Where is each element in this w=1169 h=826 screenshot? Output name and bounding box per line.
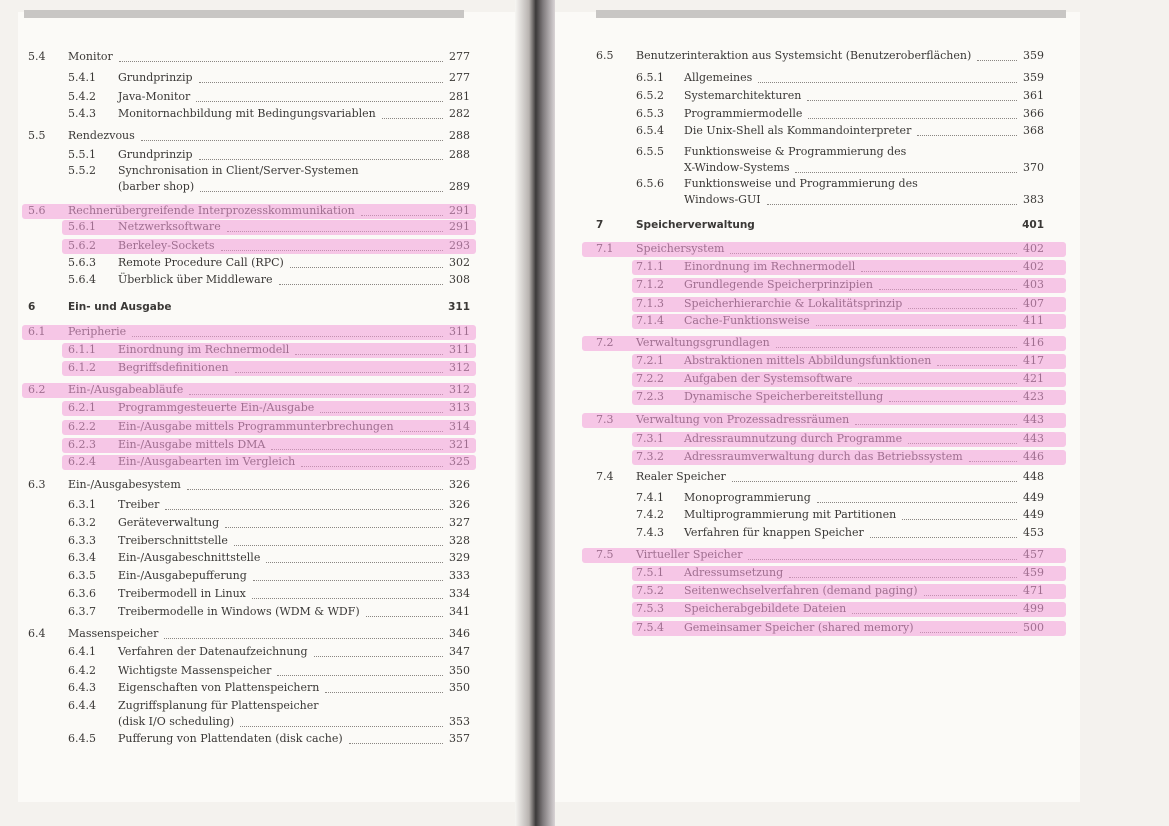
highlight-mark bbox=[632, 602, 1066, 617]
entry-number: 6.5.2 bbox=[636, 89, 664, 102]
toc-subsection-entry bbox=[28, 69, 470, 87]
entry-number: 6.5.5 bbox=[636, 145, 664, 158]
entry-page-number: 347 bbox=[449, 645, 470, 658]
highlight-mark bbox=[632, 372, 1066, 387]
leader-dots bbox=[240, 713, 443, 727]
toc-subsection-entry bbox=[28, 567, 470, 585]
toc-section-entry bbox=[596, 468, 1044, 486]
entry-number: 6.5.6 bbox=[636, 177, 664, 190]
entry-page-number: 282 bbox=[449, 107, 470, 120]
entry-number: 6.3.2 bbox=[68, 516, 96, 529]
entry-title: Überblick über Middleware bbox=[118, 273, 273, 286]
toc-subsection-entry bbox=[596, 489, 1044, 507]
entry-title: Allgemeines bbox=[684, 71, 753, 84]
entry-title: Pufferung von Plattendaten (disk cache) bbox=[118, 732, 343, 745]
entry-title: Monoprogrammierung bbox=[684, 491, 811, 504]
entry-title: Geräteverwaltung bbox=[118, 516, 220, 529]
entry-page-number: 346 bbox=[449, 627, 470, 640]
leader-dots bbox=[870, 524, 1017, 538]
highlight-mark bbox=[632, 566, 1066, 581]
highlight-mark bbox=[632, 432, 1066, 447]
entry-title: Verfahren für knappen Speicher bbox=[684, 526, 864, 539]
highlight-mark bbox=[632, 314, 1066, 329]
entry-number: 6.3 bbox=[28, 478, 46, 491]
entry-number: 7.4.1 bbox=[636, 491, 664, 504]
entry-number: 7 bbox=[596, 219, 604, 231]
leader-dots bbox=[382, 105, 443, 119]
entry-page-number: 311 bbox=[448, 301, 470, 313]
highlight-mark bbox=[62, 343, 476, 358]
entry-number: 5.5.1 bbox=[68, 148, 96, 161]
entry-number: 6.3.1 bbox=[68, 498, 96, 511]
entry-page-number: 357 bbox=[449, 732, 470, 745]
highlight-mark bbox=[62, 455, 476, 470]
book-gutter bbox=[515, 0, 555, 826]
highlight-mark bbox=[62, 420, 476, 435]
highlight-mark bbox=[632, 584, 1066, 599]
toc-subsection-entry bbox=[28, 162, 470, 196]
entry-page-number: 368 bbox=[1023, 124, 1044, 137]
entry-title: Remote Procedure Call (RPC) bbox=[118, 256, 284, 269]
leader-dots bbox=[119, 48, 443, 62]
toc-subsection-entry bbox=[28, 549, 470, 567]
entry-page-number: 341 bbox=[449, 605, 470, 618]
entry-page-number: 350 bbox=[449, 681, 470, 694]
toc-section-entry bbox=[28, 625, 470, 643]
leader-dots bbox=[200, 178, 443, 192]
entry-title-continued: Windows-GUI bbox=[684, 193, 761, 206]
toc-subsection-entry bbox=[596, 143, 1044, 177]
entry-title-continued: (barber shop) bbox=[118, 180, 195, 193]
highlight-mark bbox=[632, 278, 1066, 293]
leader-dots bbox=[902, 506, 1017, 520]
leader-dots bbox=[977, 47, 1017, 61]
entry-page-number: 327 bbox=[449, 516, 470, 529]
entry-page-number: 401 bbox=[1022, 219, 1044, 231]
entry-number: 7.4.3 bbox=[636, 526, 664, 539]
toc-subsection-entry bbox=[28, 254, 470, 272]
entry-title: Rendezvous bbox=[68, 129, 135, 142]
leader-dots bbox=[199, 69, 443, 83]
leader-dots bbox=[279, 271, 443, 285]
entry-number: 6.4.1 bbox=[68, 645, 96, 658]
toc-subsection-entry bbox=[28, 514, 470, 532]
entry-title: Treibermodell in Linux bbox=[118, 587, 246, 600]
toc-subsection-entry bbox=[596, 524, 1044, 542]
toc-subsection-entry bbox=[28, 105, 470, 123]
leader-dots bbox=[817, 489, 1017, 503]
entry-title: Ein-/Ausgabepufferung bbox=[118, 569, 247, 582]
highlight-mark bbox=[62, 438, 476, 453]
toc-subsection-entry bbox=[596, 175, 1044, 209]
leader-dots bbox=[225, 514, 443, 528]
entry-page-number: 281 bbox=[449, 90, 470, 103]
entry-number: 6.5.1 bbox=[636, 71, 664, 84]
entry-page-number: 448 bbox=[1023, 470, 1044, 483]
leader-dots bbox=[164, 625, 443, 639]
leader-dots bbox=[767, 191, 1017, 205]
leader-dots bbox=[325, 679, 443, 693]
highlight-mark bbox=[22, 204, 476, 219]
entry-page-number: 334 bbox=[449, 587, 470, 600]
highlight-mark bbox=[582, 548, 1066, 563]
entry-number: 7.4.2 bbox=[636, 508, 664, 521]
entry-page-number: 277 bbox=[449, 50, 470, 63]
toc-subsection-entry bbox=[596, 506, 1044, 524]
entry-title: Treiberschnittstelle bbox=[118, 534, 228, 547]
entry-number: 6.4.5 bbox=[68, 732, 96, 745]
entry-title: Die Unix-Shell als Kommandointerpreter bbox=[684, 124, 912, 137]
leader-dots bbox=[917, 122, 1017, 136]
entry-title: Programmiermodelle bbox=[684, 107, 803, 120]
entry-number: 6.5.3 bbox=[636, 107, 664, 120]
highlight-mark bbox=[632, 297, 1066, 312]
entry-number: 6.4.4 bbox=[68, 699, 96, 712]
entry-number: 5.5 bbox=[28, 129, 46, 142]
entry-number: 7.4 bbox=[596, 470, 614, 483]
entry-page-number: 329 bbox=[449, 551, 470, 564]
leader-dots bbox=[266, 549, 443, 563]
highlight-mark bbox=[62, 361, 476, 376]
entry-page-number: 288 bbox=[449, 148, 470, 161]
entry-number: 5.5.2 bbox=[68, 164, 96, 177]
entry-number: 6.4.2 bbox=[68, 664, 96, 677]
toc-subsection-entry bbox=[596, 105, 1044, 123]
leader-dots bbox=[199, 146, 443, 160]
toc-chapter-entry bbox=[596, 216, 1044, 234]
leader-dots bbox=[277, 662, 443, 676]
entry-title: Wichtigste Massenspeicher bbox=[118, 664, 272, 677]
leader-dots bbox=[349, 730, 443, 744]
top-edge-band-left bbox=[24, 10, 464, 18]
entry-number: 5.4.1 bbox=[68, 71, 96, 84]
entry-number: 5.4.3 bbox=[68, 107, 96, 120]
highlight-mark bbox=[582, 242, 1066, 257]
highlight-mark bbox=[632, 390, 1066, 405]
leader-dots bbox=[196, 88, 443, 102]
toc-subsection-entry bbox=[28, 271, 470, 289]
leader-dots bbox=[252, 585, 443, 599]
entry-number: 6.3.6 bbox=[68, 587, 96, 600]
entry-page-number: 326 bbox=[449, 498, 470, 511]
leader-dots bbox=[234, 532, 443, 546]
highlight-mark bbox=[582, 413, 1066, 428]
leader-dots bbox=[808, 105, 1017, 119]
entry-page-number: 308 bbox=[449, 273, 470, 286]
toc-subsection-entry bbox=[596, 122, 1044, 140]
highlight-mark bbox=[632, 621, 1066, 636]
entry-page-number: 333 bbox=[449, 569, 470, 582]
entry-title: Synchronisation in Client/Server-Systemen bbox=[118, 164, 359, 177]
toc-section-entry bbox=[28, 127, 470, 145]
toc-subsection-entry bbox=[28, 585, 470, 603]
entry-title: Ein-/Ausgabeschnittstelle bbox=[118, 551, 261, 564]
leader-dots bbox=[187, 476, 443, 490]
entry-page-number: 383 bbox=[1023, 193, 1044, 206]
entry-title-continued: X-Window-Systems bbox=[684, 161, 790, 174]
highlight-mark bbox=[22, 383, 476, 398]
entry-page-number: 353 bbox=[449, 715, 470, 728]
highlight-mark bbox=[22, 325, 476, 340]
entry-page-number: 289 bbox=[449, 180, 470, 193]
entry-title: Multiprogrammierung mit Partitionen bbox=[684, 508, 897, 521]
entry-number: 6.4 bbox=[28, 627, 46, 640]
entry-title: Realer Speicher bbox=[636, 470, 726, 483]
entry-number: 6.4.3 bbox=[68, 681, 96, 694]
entry-title: Funktionsweise und Programmierung des bbox=[684, 177, 918, 190]
entry-page-number: 366 bbox=[1023, 107, 1044, 120]
entry-page-number: 361 bbox=[1023, 89, 1044, 102]
entry-title: Speicherverwaltung bbox=[636, 219, 755, 231]
entry-title: Eigenschaften von Plattenspeichern bbox=[118, 681, 320, 694]
leader-dots bbox=[807, 87, 1017, 101]
entry-number: 5.4 bbox=[28, 50, 46, 63]
highlight-mark bbox=[632, 450, 1066, 465]
entry-number: 6.5.4 bbox=[636, 124, 664, 137]
entry-title: Java-Monitor bbox=[118, 90, 191, 103]
toc-subsection-entry bbox=[28, 532, 470, 550]
leader-dots bbox=[290, 254, 443, 268]
entry-number: 6.3.4 bbox=[68, 551, 96, 564]
entry-title: Monitor bbox=[68, 50, 113, 63]
entry-title: Systemarchitekturen bbox=[684, 89, 802, 102]
entry-number: 6.3.5 bbox=[68, 569, 96, 582]
toc-subsection-entry bbox=[28, 662, 470, 680]
entry-number: 5.4.2 bbox=[68, 90, 96, 103]
entry-number: 6.3.3 bbox=[68, 534, 96, 547]
toc-chapter-entry bbox=[28, 298, 470, 316]
entry-title: Grundprinzip bbox=[118, 148, 193, 161]
toc-subsection-entry bbox=[28, 603, 470, 621]
entry-title: Funktionsweise & Programmierung des bbox=[684, 145, 907, 158]
toc-subsection-entry bbox=[28, 88, 470, 106]
entry-page-number: 302 bbox=[449, 256, 470, 269]
top-edge-band-right bbox=[596, 10, 1066, 18]
entry-number: 6.3.7 bbox=[68, 605, 96, 618]
entry-page-number: 453 bbox=[1023, 526, 1044, 539]
entry-title-continued: (disk I/O scheduling) bbox=[118, 715, 235, 728]
entry-number: 5.6.4 bbox=[68, 273, 96, 286]
entry-page-number: 370 bbox=[1023, 161, 1044, 174]
toc-subsection-entry bbox=[28, 730, 470, 748]
leader-dots bbox=[314, 643, 443, 657]
toc-subsection-entry bbox=[28, 496, 470, 514]
leader-dots bbox=[732, 468, 1017, 482]
entry-title: Massenspeicher bbox=[68, 627, 159, 640]
toc-section-entry bbox=[28, 476, 470, 494]
entry-number: 5.6.3 bbox=[68, 256, 96, 269]
entry-page-number: 326 bbox=[449, 478, 470, 491]
entry-page-number: 359 bbox=[1023, 49, 1044, 62]
toc-subsection-entry bbox=[28, 697, 470, 731]
toc-section-entry bbox=[28, 48, 470, 66]
toc-subsection-entry bbox=[28, 679, 470, 697]
entry-page-number: 449 bbox=[1023, 508, 1044, 521]
entry-page-number: 359 bbox=[1023, 71, 1044, 84]
toc-section-entry bbox=[596, 47, 1044, 65]
leader-dots bbox=[758, 69, 1017, 83]
toc-subsection-entry bbox=[596, 69, 1044, 87]
entry-number: 6 bbox=[28, 301, 36, 313]
entry-page-number: 277 bbox=[449, 71, 470, 84]
highlight-mark bbox=[582, 336, 1066, 351]
entry-title: Zugriffsplanung für Plattenspeicher bbox=[118, 699, 319, 712]
entry-title: Verfahren der Datenaufzeichnung bbox=[118, 645, 308, 658]
entry-title: Ein-/Ausgabesystem bbox=[68, 478, 181, 491]
highlight-mark bbox=[62, 401, 476, 416]
entry-title: Benutzerinteraktion aus Systemsicht (Benutzeroberflächen) bbox=[636, 49, 972, 62]
highlight-mark bbox=[62, 220, 476, 235]
entry-number: 6.5 bbox=[596, 49, 614, 62]
entry-page-number: 328 bbox=[449, 534, 470, 547]
entry-title: Ein- und Ausgabe bbox=[68, 301, 172, 313]
entry-page-number: 449 bbox=[1023, 491, 1044, 504]
leader-dots bbox=[366, 603, 443, 617]
toc-subsection-entry bbox=[596, 87, 1044, 105]
highlight-mark bbox=[632, 260, 1066, 275]
entry-page-number: 350 bbox=[449, 664, 470, 677]
entry-page-number: 288 bbox=[449, 129, 470, 142]
entry-title: Grundprinzip bbox=[118, 71, 193, 84]
leader-dots bbox=[165, 496, 443, 510]
entry-title: Monitornachbildung mit Bedingungsvariablen bbox=[118, 107, 376, 120]
highlight-mark bbox=[632, 354, 1066, 369]
toc-subsection-entry bbox=[28, 643, 470, 661]
highlight-mark bbox=[62, 239, 476, 254]
leader-dots bbox=[795, 159, 1017, 173]
leader-dots bbox=[253, 567, 443, 581]
leader-dots bbox=[141, 127, 443, 141]
entry-title: Treibermodelle in Windows (WDM & WDF) bbox=[118, 605, 360, 618]
entry-title: Treiber bbox=[118, 498, 160, 511]
